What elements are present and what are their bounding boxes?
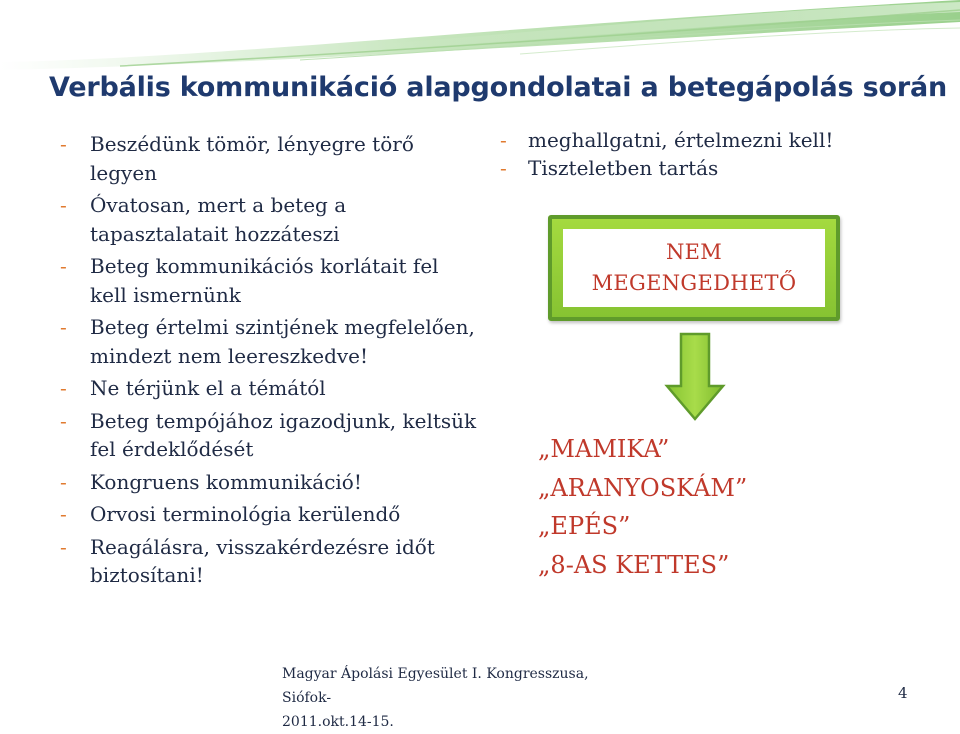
- footer: [282, 662, 642, 734]
- forbidden-phrase: „8-AS KETTES”: [538, 550, 730, 579]
- left-bullet-item: - Óvatosan, mert a beteg a tapasztalatait hozzáteszi: [60, 191, 480, 248]
- left-bullet-item: - Ne térjünk el a témától: [60, 374, 480, 403]
- not-allowed-line-1: NEM: [665, 240, 723, 264]
- forbidden-phrase: „MAMIKA”: [538, 435, 670, 463]
- left-bullet-item: - Beszédünk tömör, lényegre törő legyen: [60, 130, 480, 187]
- slide-title: Verbális kommunikáció alapgondolatai a betegápolás során: [49, 72, 947, 103]
- right-bullet-item: - Tiszteletben tartás: [500, 154, 930, 182]
- left-bullet-item: - Beteg kommunikációs korlátait fel kell ismernünk: [60, 252, 480, 309]
- left-bullet-item: - Beteg tempójához igazodjunk, keltsük fel érdeklődését: [60, 407, 480, 464]
- forbidden-phrases-list: [538, 430, 747, 584]
- footer-line-2: 2011.okt.14-15.: [282, 714, 394, 730]
- left-bullet-item: - Orvosi terminológia kerülendő: [60, 500, 480, 529]
- left-bullet-list: [60, 130, 480, 594]
- left-bullet-item: - Reagálásra, visszakérdezésre időt biztosítani!: [60, 533, 480, 590]
- forbidden-phrase: „ARANYOSKÁM”: [538, 473, 748, 502]
- right-bullet-item: - meghallgatni, értelmezni kell!: [500, 126, 930, 154]
- not-allowed-box: [548, 215, 840, 321]
- not-allowed-line-2: MEGENGEDHETŐ: [591, 271, 797, 295]
- down-arrow-icon: [664, 332, 726, 422]
- footer-line-1: Magyar Ápolási Egyesület I. Kongresszusa, Siófok-: [282, 666, 589, 706]
- not-allowed-box-inner: [563, 229, 825, 307]
- page-number: 4: [898, 684, 908, 702]
- forbidden-phrase: „EPÉS”: [538, 512, 631, 540]
- right-bullet-list: [500, 126, 930, 182]
- left-bullet-item: - Kongruens kommunikáció!: [60, 468, 480, 497]
- left-bullet-item: - Beteg értelmi szintjének megfelelően, mindezt nem leereszkedve!: [60, 313, 480, 370]
